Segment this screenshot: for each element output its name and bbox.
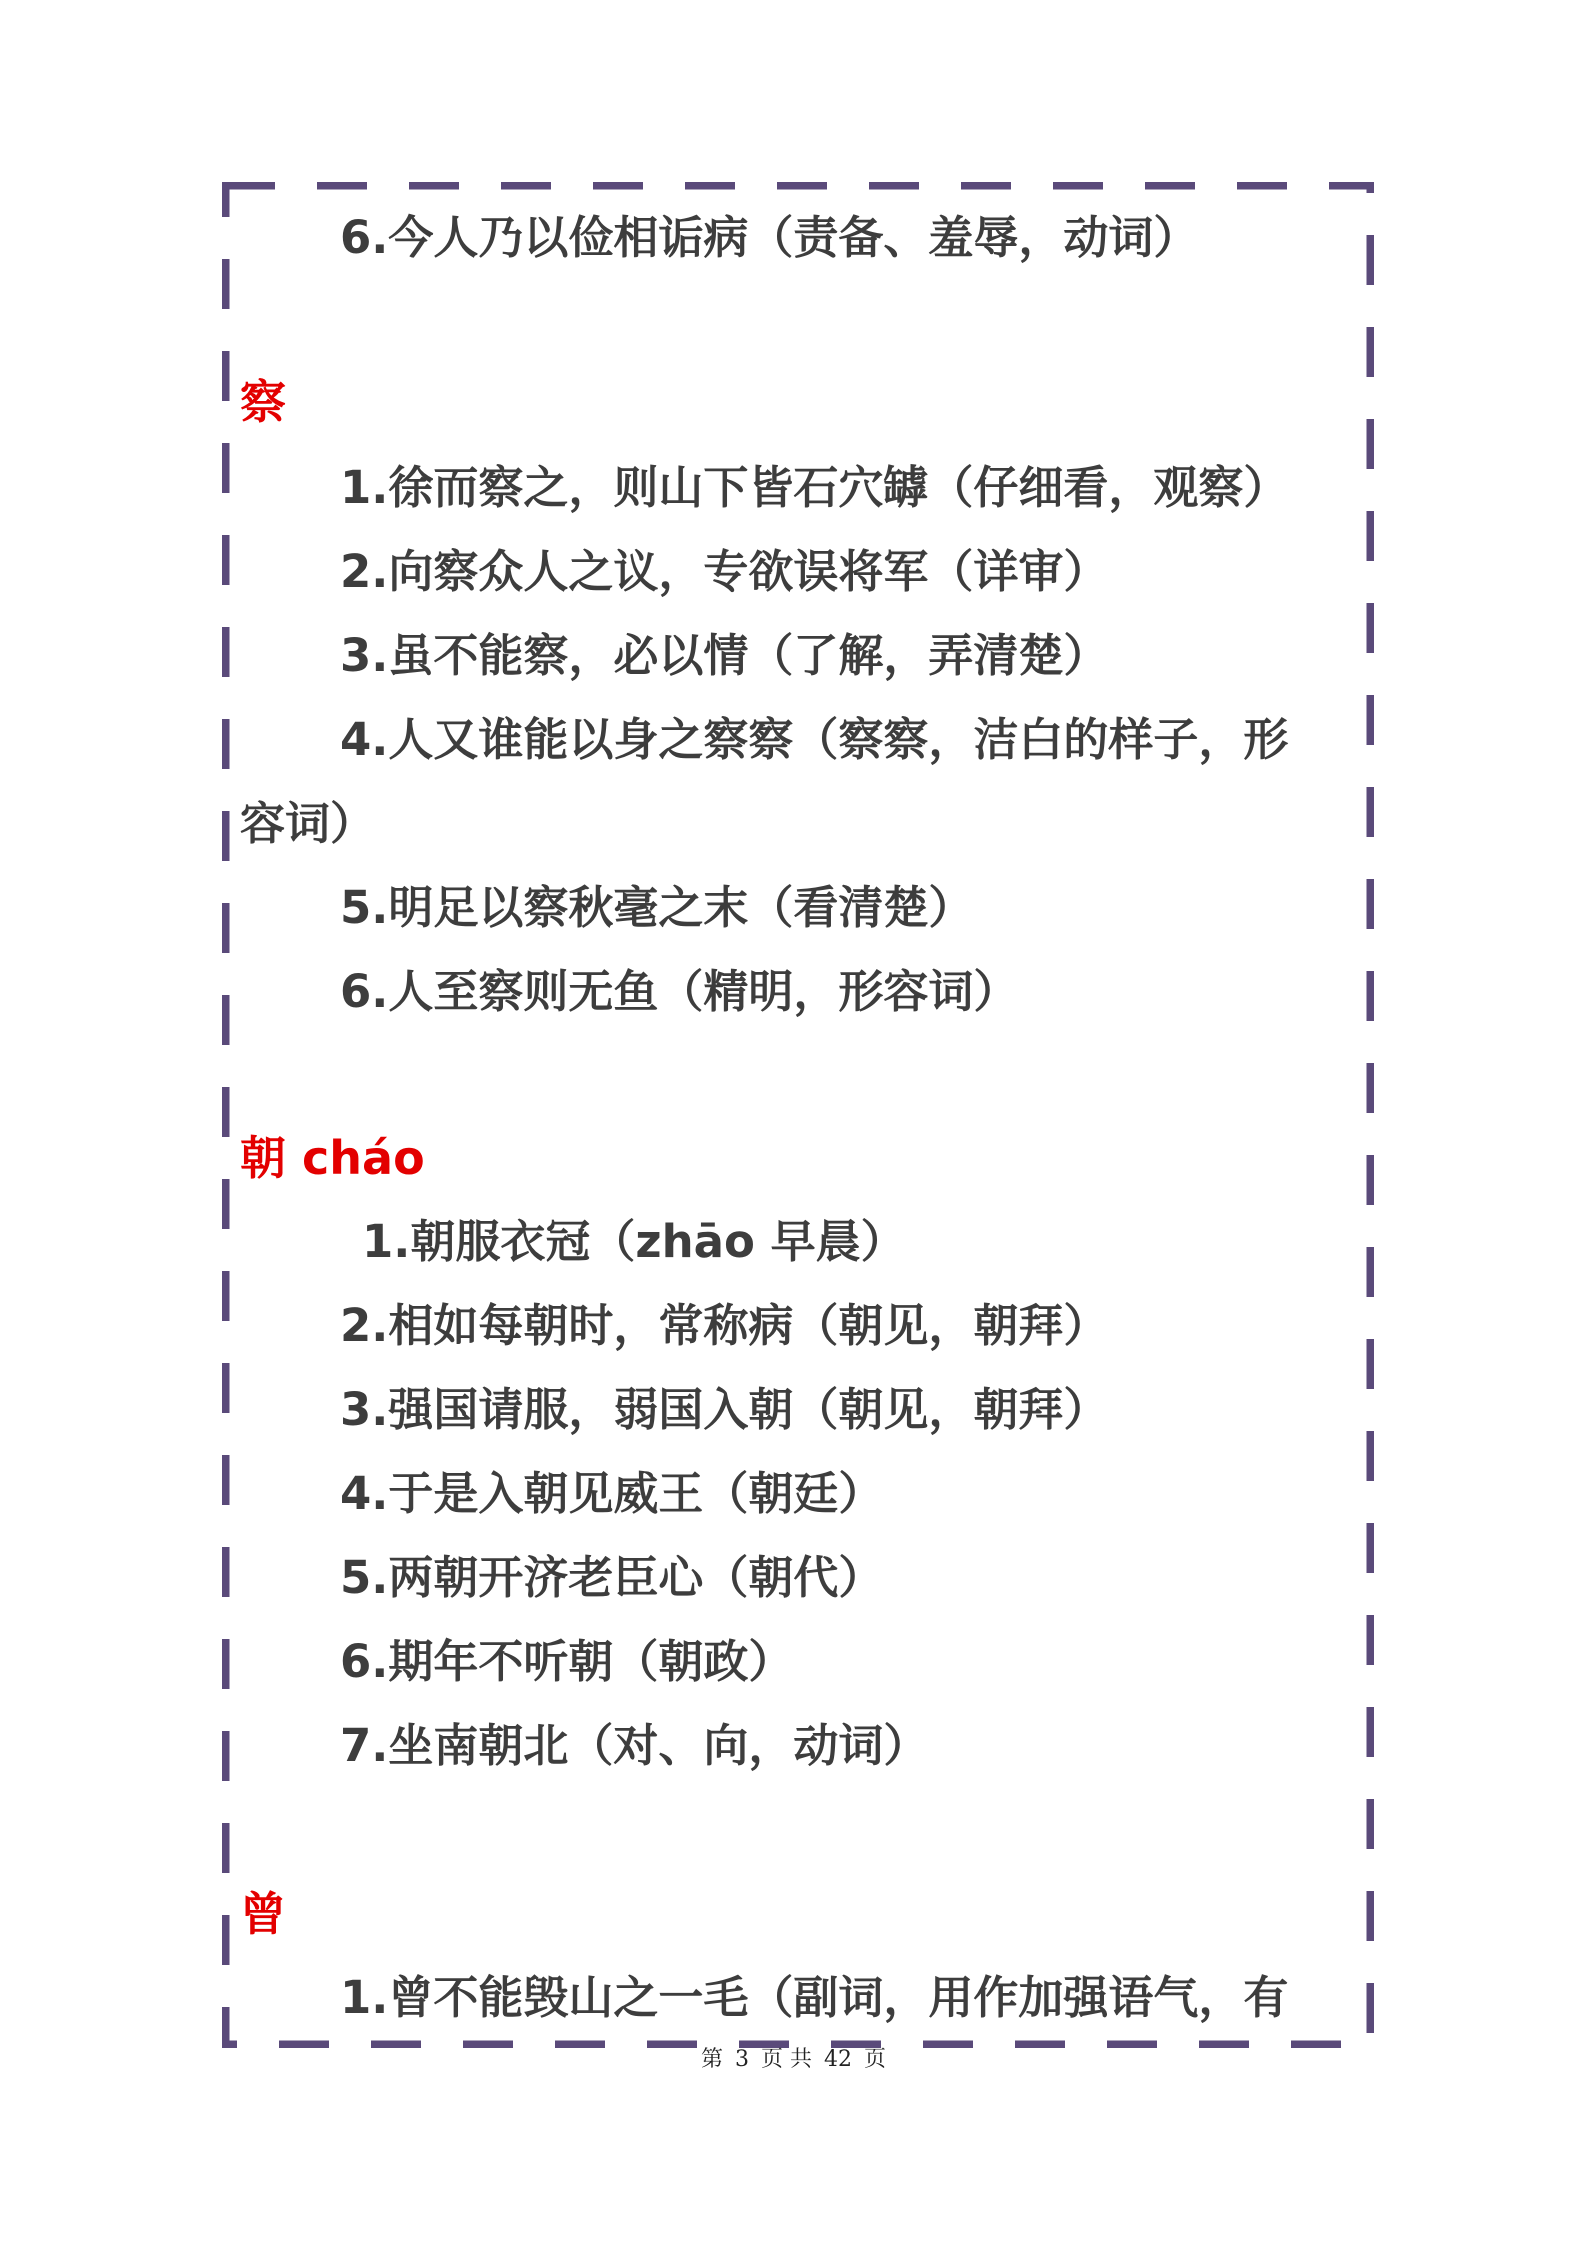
footer-middle: 页 共: [761, 2047, 812, 2072]
entry-item: 2.相如每朝时，常称病（朝见，朝拜）: [340, 1299, 1109, 1352]
entry-item: 1.朝服衣冠（zhāo 早晨）: [362, 1215, 906, 1268]
entry-item: 4.于是入朝见威王（朝廷）: [340, 1467, 884, 1520]
entry-item: 1.曾不能毁山之一毛（副词，用作加强语气，有: [340, 1971, 1289, 2024]
section-heading-cha: 察: [240, 375, 286, 429]
entry-item: 6.期年不听朝（朝政）: [340, 1635, 794, 1688]
section-heading-chao: 朝 cháo: [240, 1131, 425, 1185]
entry-item: 3.虽不能察，必以情（了解，弄清楚）: [340, 629, 1109, 682]
footer-suffix: 页: [864, 2047, 887, 2072]
entry-item-continuation: 容词）: [240, 797, 376, 850]
entry-item: 5.明足以察秋毫之末（看清楚）: [340, 881, 974, 934]
entry-item: 2.向察众人之议，专欲误将军（详审）: [340, 545, 1109, 598]
entry-item: 3.强国请服，弱国入朝（朝见，朝拜）: [340, 1383, 1109, 1436]
page-footer: [0, 2042, 1587, 2073]
entry-item: 7.坐南朝北（对、向，动词）: [340, 1719, 929, 1772]
footer-prefix: 第: [700, 2047, 723, 2072]
entry-item: 6.今人乃以俭相诟病（责备、羞辱，动词）: [340, 211, 1199, 264]
entry-item: 6.人至察则无鱼（精明，形容词）: [340, 965, 1019, 1018]
footer-total-pages: 42: [824, 2047, 852, 2072]
footer-page-number: 3: [735, 2047, 749, 2072]
section-heading-ceng: 曾: [240, 1887, 286, 1941]
entry-item: 1.徐而察之，则山下皆石穴罅（仔细看，观察）: [340, 461, 1289, 514]
entry-item: 4.人又谁能以身之察察（察察，洁白的样子，形: [340, 713, 1289, 766]
entry-item: 5.两朝开济老臣心（朝代）: [340, 1551, 884, 1604]
